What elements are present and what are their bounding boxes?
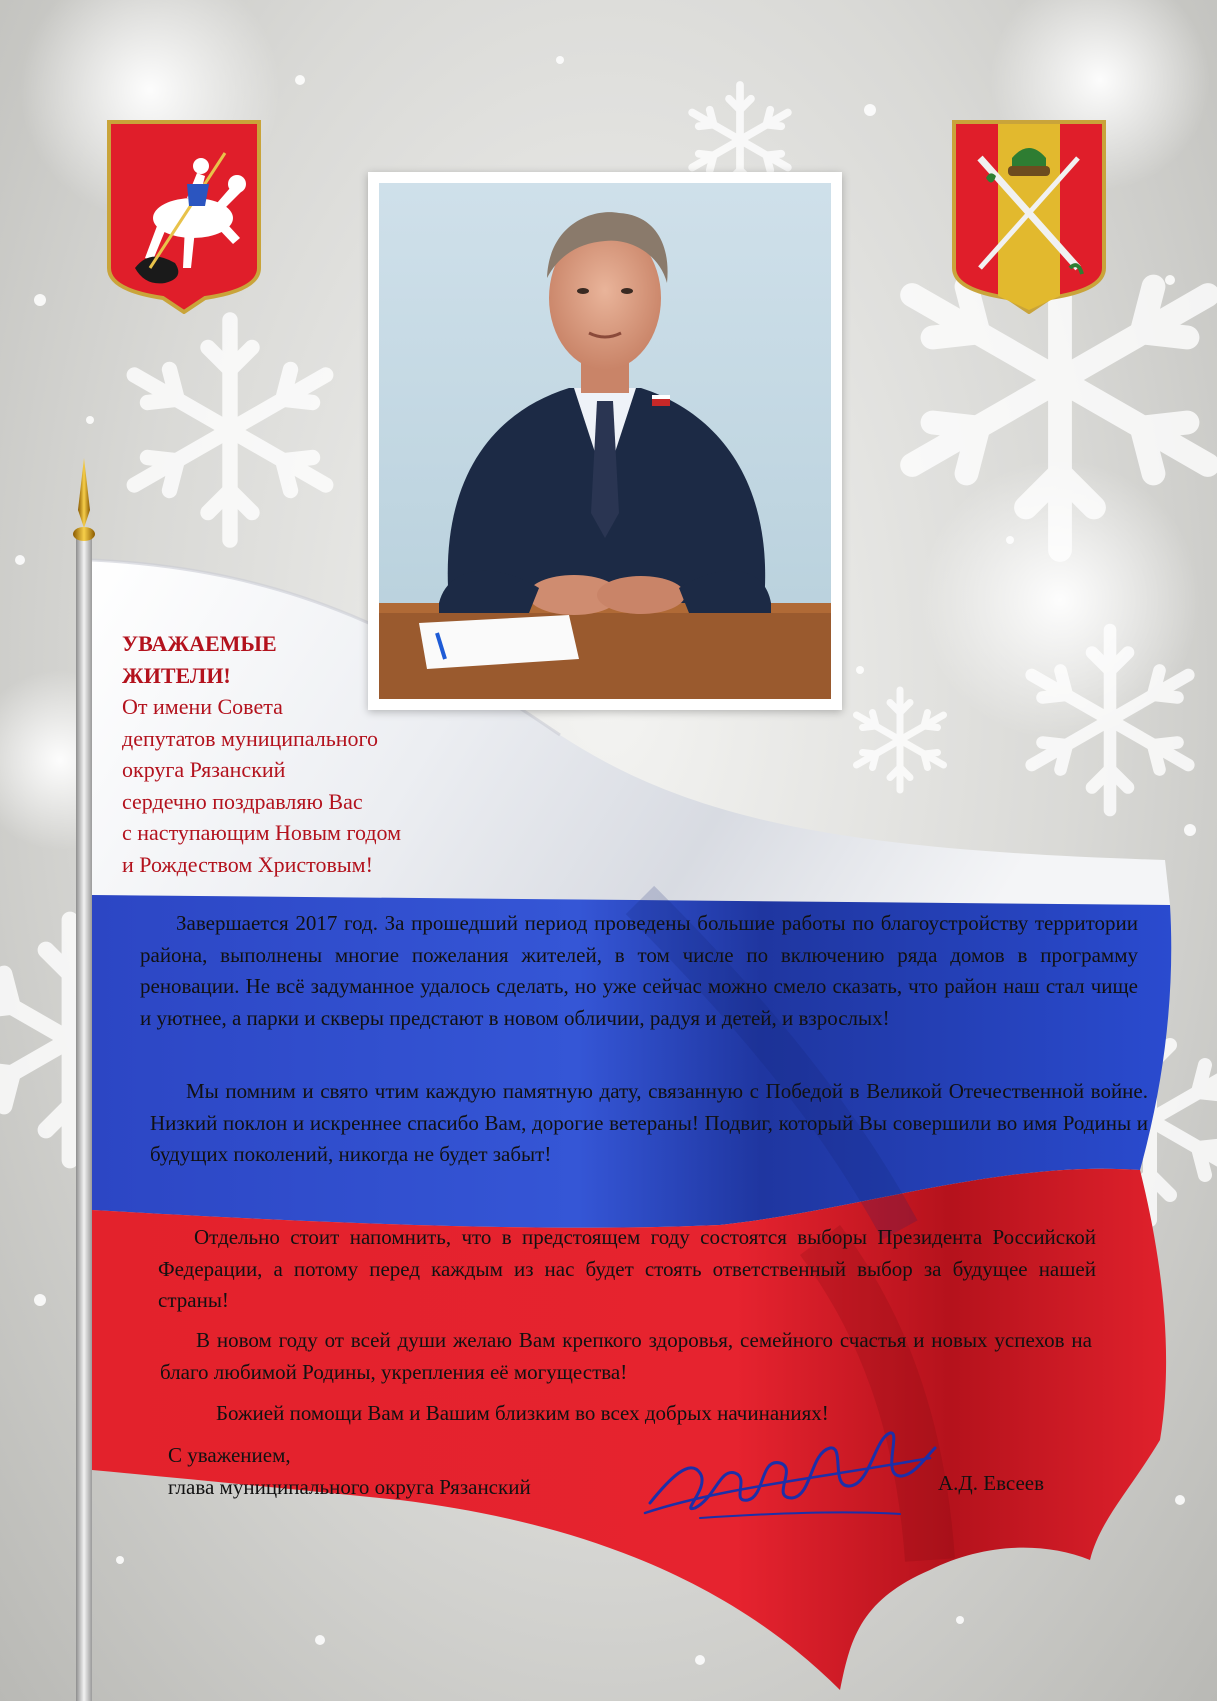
greeting-line: и Рождеством Христовым! <box>122 851 373 877</box>
greeting-line: округа Рязанский <box>122 757 286 782</box>
handwritten-signature-icon <box>640 1418 940 1528</box>
greeting-line: От имени Совета <box>122 694 283 719</box>
greeting-line: сердечно поздравляю Вас <box>122 788 363 814</box>
salutation-line-1: УВАЖАЕМЫЕ <box>122 631 277 656</box>
greeting-block <box>122 628 542 880</box>
moscow-coat-of-arms-icon <box>105 118 263 314</box>
signer-name: А.Д. Евсеев <box>938 1471 1044 1495</box>
closing-regards: С уважением, <box>168 1443 291 1467</box>
closing-block <box>168 1440 531 1503</box>
greeting-line: депутатов муниципального <box>122 725 379 751</box>
paragraph-wishes: В новом году от всей души желаю Вам крепкого здоровья, семейного счастья и новых успехов на благо любимой Родины, укрепления её могущества! <box>160 1328 1092 1384</box>
paragraph-veterans: Мы помним и свято чтим каждую памятную дату, связанную с Победой в Великой Отечественной войне. Низкий поклон и искреннее спасибо Вам, дорогие ветераны! Подвиг, который Вы совершили во имя Родины и будущих поколений, никогда не будет забыт! <box>150 1079 1148 1166</box>
salutation-line-2: ЖИТЕЛИ! <box>122 662 231 688</box>
greeting-line: с наступающим Новым годом <box>122 820 402 845</box>
paragraph-year-summary: Завершается 2017 год. За прошедший период проведены большие работы по благоустройству территории района, выполнены многие пожелания жителей, в том числе по включению ряда домов в программу реновации. Не всё задуманное удалось сделать, но уже сейчас можно смело сказать, что район наш стал чище и уютнее, а парки и скверы предстают в новом обличии, радуя и детей, и взрослых! <box>140 911 1138 1030</box>
closing-title: глава муниципального округа Рязанский <box>168 1474 531 1499</box>
paragraph-elections: Отдельно стоит напомнить, что в предстоящем году состоятся выборы Президента Российской Федерации, а потому перед каждым из нас будет стоять ответственный выбор за будущее нашей страны! <box>158 1225 1096 1312</box>
ryazan-district-coat-of-arms-icon <box>950 118 1108 314</box>
paragraph-blessing: Божией помощи Вам и Вашим близким во всех добрых начинаниях! <box>216 1401 829 1425</box>
